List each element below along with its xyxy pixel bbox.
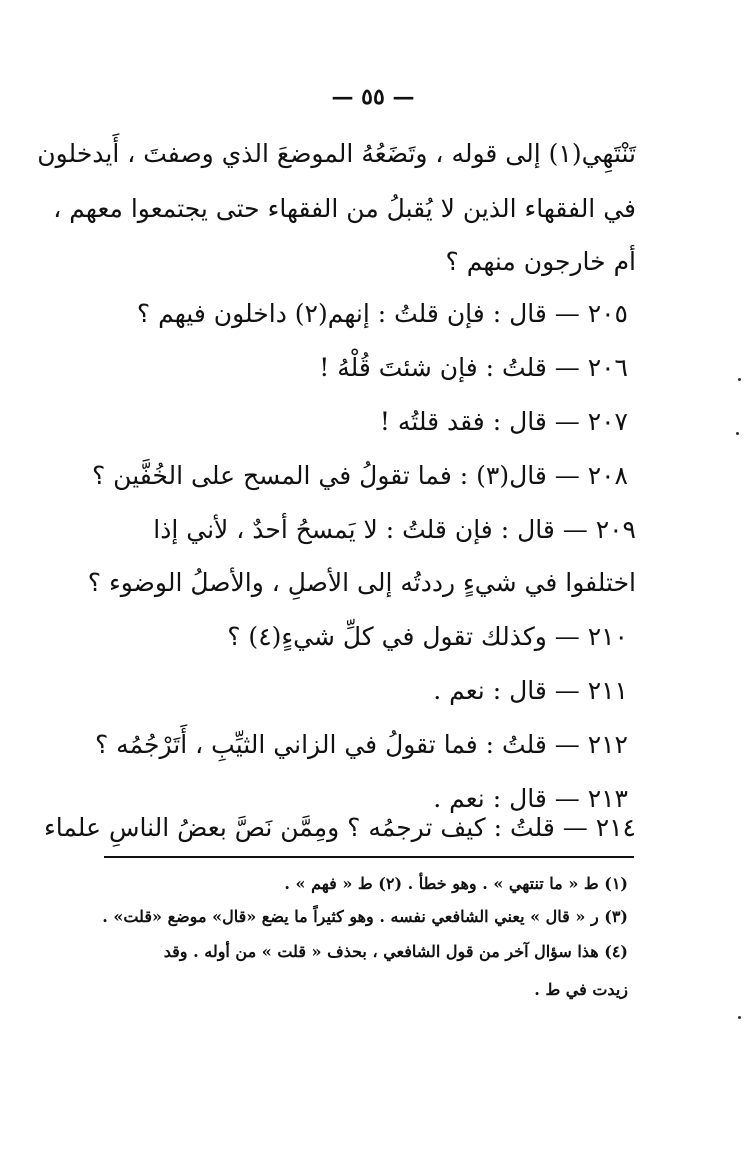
paragraph-211: ٢١١ — قال : نعم .	[433, 676, 628, 705]
body-line-3: أم خارجون منهم ؟	[445, 247, 636, 276]
paragraph-210: ٢١٠ — وكذلك تقول في كلِّ شيءٍ(٤) ؟	[227, 622, 628, 651]
body-line-2: في الفقهاء الذين لا يُقبلُ من الفقهاء حتى يجتمعوا معهم ،	[53, 194, 636, 223]
paragraph-205: ٢٠٥ — قال : فإن قلتُ : إنهم(٢) داخلون فيهم ؟	[136, 299, 628, 328]
footnote-1-2: (١) ط « ما تنتهي » . وهو خطأ . (٢) ط « فهم » .	[284, 874, 628, 893]
paragraph-212: ٢١٢ — قلتُ : فما تقولُ في الزاني الثيِّبِ ، أَتَرْجُمُه ؟	[94, 730, 628, 759]
footnote-divider	[104, 856, 634, 858]
paragraph-209: ٢٠٩ — قال : فإن قلتُ : لا يَمسحُ أحدٌ ، لأني إذا	[153, 515, 636, 544]
footnote-4-cont: زيدت في ط .	[534, 980, 628, 999]
scan-speck	[738, 1016, 741, 1019]
paragraph-213: ٢١٣ — قال : نعم .	[433, 784, 628, 813]
scan-speck	[738, 378, 741, 381]
page-number: — ٥٥ —	[331, 84, 415, 110]
paragraph-206: ٢٠٦ — قلتُ : فإن شئتَ قُلْهُ !	[319, 353, 628, 382]
paragraph-208: ٢٠٨ — قال(٣) : فما تقولُ في المسح على الخُفَّين ؟	[91, 461, 628, 490]
scan-speck	[736, 432, 739, 435]
paragraph-214: ٢١٤ — قلتُ : كيف ترجمُه ؟ ومِمَّن نَصَّ بعضُ الناسِ علماء	[43, 813, 636, 842]
footnote-3: (٣) ر « قال » يعني الشافعي نفسه . وهو كثيراً ما يضع «قال» موضع «قلت» .	[102, 907, 628, 926]
footnote-4: (٤) هذا سؤال آخر من قول الشافعي ، بحذف « قلت » من أوله . وقد	[163, 942, 628, 961]
paragraph-209-cont: اختلفوا في شيءٍ رددتُه إلى الأصلِ ، والأصلُ الوضوء ؟	[87, 568, 636, 597]
paragraph-207: ٢٠٧ — قال : فقد قلتُه !	[379, 407, 628, 436]
body-line-1: تَنْتَهِي(١) إلى قوله ، وتَضَعُهُ الموضعَ الذي وصفتَ ، أَيدخلون	[37, 139, 636, 168]
